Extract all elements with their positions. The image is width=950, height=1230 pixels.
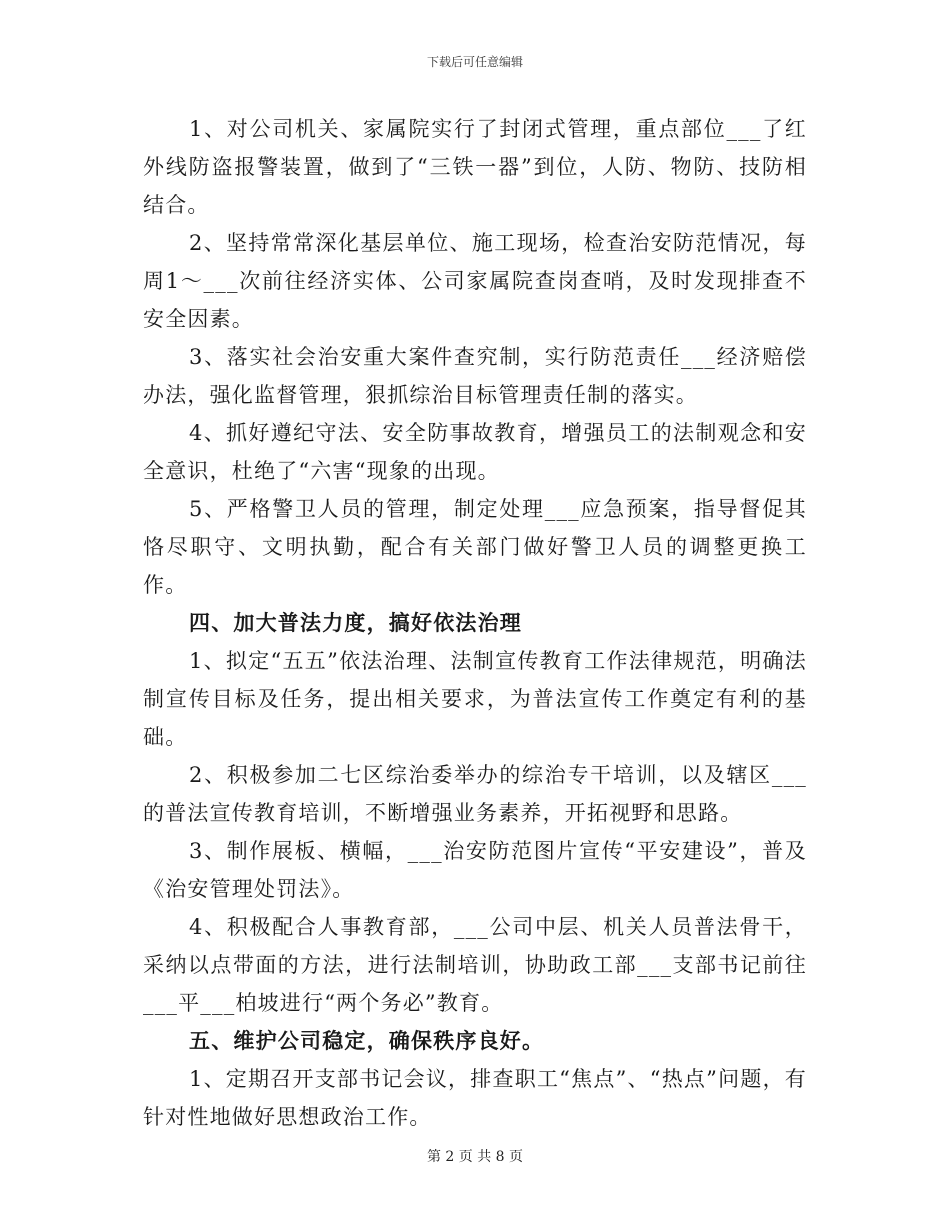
paragraph: 3、落实社会治安重大案件查究制，实行防范责任___经济赔偿办法，强化监督管理，狠抓综治目标管理责任制的落实。 (143, 345, 807, 407)
section-heading: 四、加大普法力度，搞好依法治理 (189, 610, 522, 635)
paragraph: 4、抓好遵纪守法、安全防事故教育，增强员工的法制观念和安全意识，杜绝了“六害“现象的出现。 (143, 421, 807, 483)
paragraph: 5、严格警卫人员的管理，制定处理___应急预案，指导督促其恪尽职守、文明执勤，配合有关部门做好警卫人员的调整更换工作。 (143, 497, 807, 597)
page-header-note: 下载后可任意编辑 (426, 55, 523, 69)
paragraph: 3、制作展板、横幅，___治安防范图片宣传“平安建设”，普及《治安管理处罚法》。 (143, 839, 807, 901)
document-body (143, 110, 807, 1136)
page-number: 第 2 页 共 8 页 (426, 1149, 524, 1165)
section-heading: 五、维护公司稳定，确保秩序良好。 (189, 1028, 545, 1053)
paragraph: 2、坚持常常深化基层单位、施工现场，检查治安防范情况，每周1～___次前往经济实体、公司家属院查岗查哨，及时发现排查不安全因素。 (143, 231, 807, 331)
paragraph: 1、拟定“五五”依法治理、法制宣传教育工作法律规范，明确法制宣传目标及任务，提出相关要求，为普法宣传工作奠定有利的基础。 (143, 649, 807, 749)
paragraph: 2、积极参加二七区综治委举办的综治专干培训，以及辖区___的普法宣传教育培训，不断增强业务素养，开拓视野和思路。 (143, 763, 807, 825)
paragraph: 1、对公司机关、家属院实行了封闭式管理，重点部位___了红外线防盗报警装置，做到了“三铁一器”到位，人防、物防、技防相结合。 (143, 117, 807, 217)
paragraph: 1、定期召开支部书记会议，排查职工“焦点”、“热点”问题，有针对性地做好思想政治工作。 (143, 1067, 807, 1129)
paragraph: 4、积极配合人事教育部，___公司中层、机关人员普法骨干，采纳以点带面的方法，进行法制培训，协助政工部___支部书记前往___平___柏坡进行“两个务必”教育。 (143, 915, 807, 1015)
